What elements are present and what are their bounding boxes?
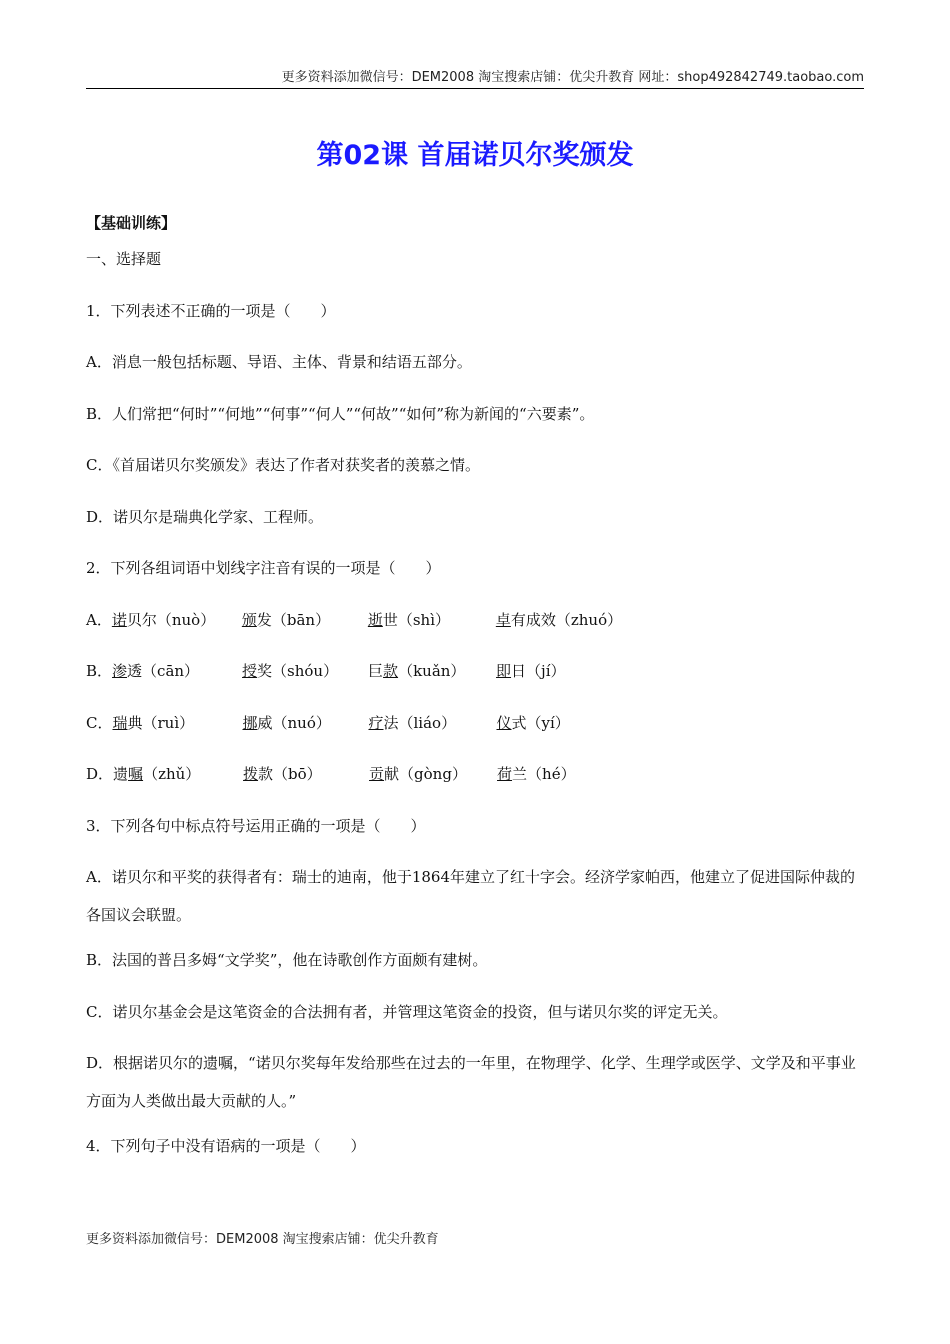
underlined-char: 款	[383, 662, 399, 680]
page-header: 更多资料添加微信号：DEM2008 淘宝搜索店铺：优尖升教育 网址：shop492842749.taobao.com	[281, 70, 864, 85]
section-label: 【基础训练】	[86, 214, 177, 232]
underlined-char: 嘱	[128, 765, 144, 783]
page-title: 第02课 首届诺贝尔奖颁发	[316, 140, 634, 171]
word-rest: 献（gòng）	[384, 765, 467, 783]
word-item	[368, 658, 496, 684]
question-option: A．诺贝尔和平奖的获得者有：瑞士的迪南，他于1864年建立了红十字会。经济学家帕西，他建立了促进国际仲裁的各国议会联盟。	[86, 868, 856, 924]
word-rest: 透（cān）	[127, 662, 200, 680]
underlined-char: 卓	[495, 610, 511, 629]
underlined-char: 瑞	[112, 713, 128, 732]
page-footer: 更多资料添加微信号：DEM2008 淘宝搜索店铺：优尖升教育	[86, 1232, 439, 1247]
option-label: D．	[86, 765, 114, 783]
underlined-char: 即	[496, 662, 512, 680]
underlined-char: 拨	[243, 765, 259, 783]
pinyin-option-row	[86, 607, 864, 633]
question-option: C．诺贝尔基金会是这笔资金的合法拥有者，并管理这笔资金的投资，但与诺贝尔奖的评定无关。	[86, 1002, 728, 1021]
word-item	[368, 710, 496, 736]
word-item	[112, 658, 242, 684]
word-item	[243, 761, 369, 787]
word-rest: 兰（hé）	[512, 765, 576, 783]
word-item	[368, 607, 496, 633]
word-rest: 有成效（zhuó）	[510, 610, 623, 629]
question-stem: 3．下列各句中标点符号运用正确的一项是（ ）	[86, 816, 426, 835]
underlined-char: 疗	[368, 713, 384, 732]
word-item	[242, 607, 368, 633]
word-prefix: 遗	[113, 765, 129, 783]
underlined-char: 颁	[241, 610, 257, 629]
option-label: A．	[86, 610, 112, 629]
pinyin-option-row	[86, 710, 864, 736]
underlined-char: 授	[242, 662, 258, 680]
question-stem: 4．下列句子中没有语病的一项是（ ）	[86, 1137, 366, 1155]
word-item	[496, 710, 569, 736]
word-rest: 世（shì）	[382, 610, 451, 629]
word-item	[113, 761, 243, 787]
word-prefix: 巨	[368, 662, 384, 680]
header-rule	[86, 88, 864, 89]
word-rest: （kuǎn）	[398, 662, 466, 680]
word-rest: 奖（shóu）	[257, 662, 339, 680]
word-rest: 日（jí）	[511, 662, 566, 680]
underlined-char: 仪	[496, 713, 512, 732]
underlined-char: 挪	[242, 713, 258, 732]
pinyin-option-row	[86, 658, 864, 684]
underlined-char: 渗	[112, 662, 128, 680]
question-option: D．诺贝尔是瑞典化学家、工程师。	[86, 507, 324, 526]
question-option: B．法国的普吕多姆“文学奖”，他在诗歌创作方面颇有建树。	[86, 951, 488, 969]
word-item	[112, 607, 242, 633]
pinyin-option-row	[86, 761, 864, 787]
word-item	[242, 658, 368, 684]
word-item	[242, 710, 368, 736]
word-rest: 威（nuó）	[257, 713, 331, 732]
word-item	[496, 607, 622, 633]
underlined-char: 诺	[111, 610, 127, 629]
underlined-char: 逝	[367, 610, 383, 629]
word-item	[369, 761, 497, 787]
word-rest: 发（bān）	[256, 610, 331, 629]
underlined-char: 荷	[497, 765, 513, 783]
word-item	[112, 710, 242, 736]
document-body	[86, 246, 864, 1185]
question-option: B．人们常把“何时”“何地”“何事”“何人”“何故”“如何”称为新闻的“六要素”。	[86, 404, 595, 423]
part-label: 一、选择题	[86, 250, 162, 268]
word-rest: 式（yí）	[511, 713, 570, 732]
word-item	[496, 658, 565, 684]
question-option: D．根据诺贝尔的遗嘱，“诺贝尔奖每年发给那些在过去的一年里，在物理学、化学、生理学或医学、文学及和平事业方面为人类做出最大贡献的人。”	[86, 1054, 856, 1110]
question-option: C．《首届诺贝尔奖颁发》表达了作者对获奖者的羡慕之情。	[86, 456, 480, 474]
option-label: B．	[86, 662, 113, 680]
question-option: A．消息一般包括标题、导语、主体、背景和结语五部分。	[86, 353, 472, 371]
underlined-char: 贡	[369, 765, 385, 783]
word-rest: 款（bō）	[258, 765, 322, 783]
question-stem: 2．下列各组词语中划线字注音有误的一项是（ ）	[86, 559, 441, 577]
word-item	[497, 761, 576, 787]
option-label: C．	[86, 713, 113, 732]
word-rest: （zhǔ）	[143, 765, 201, 783]
word-rest: 贝尔（nuò）	[126, 610, 216, 629]
word-rest: 法（liáo）	[383, 713, 457, 732]
question-stem: 1．下列表述不正确的一项是（ ）	[86, 301, 336, 320]
word-rest: 典（ruì）	[127, 713, 195, 732]
